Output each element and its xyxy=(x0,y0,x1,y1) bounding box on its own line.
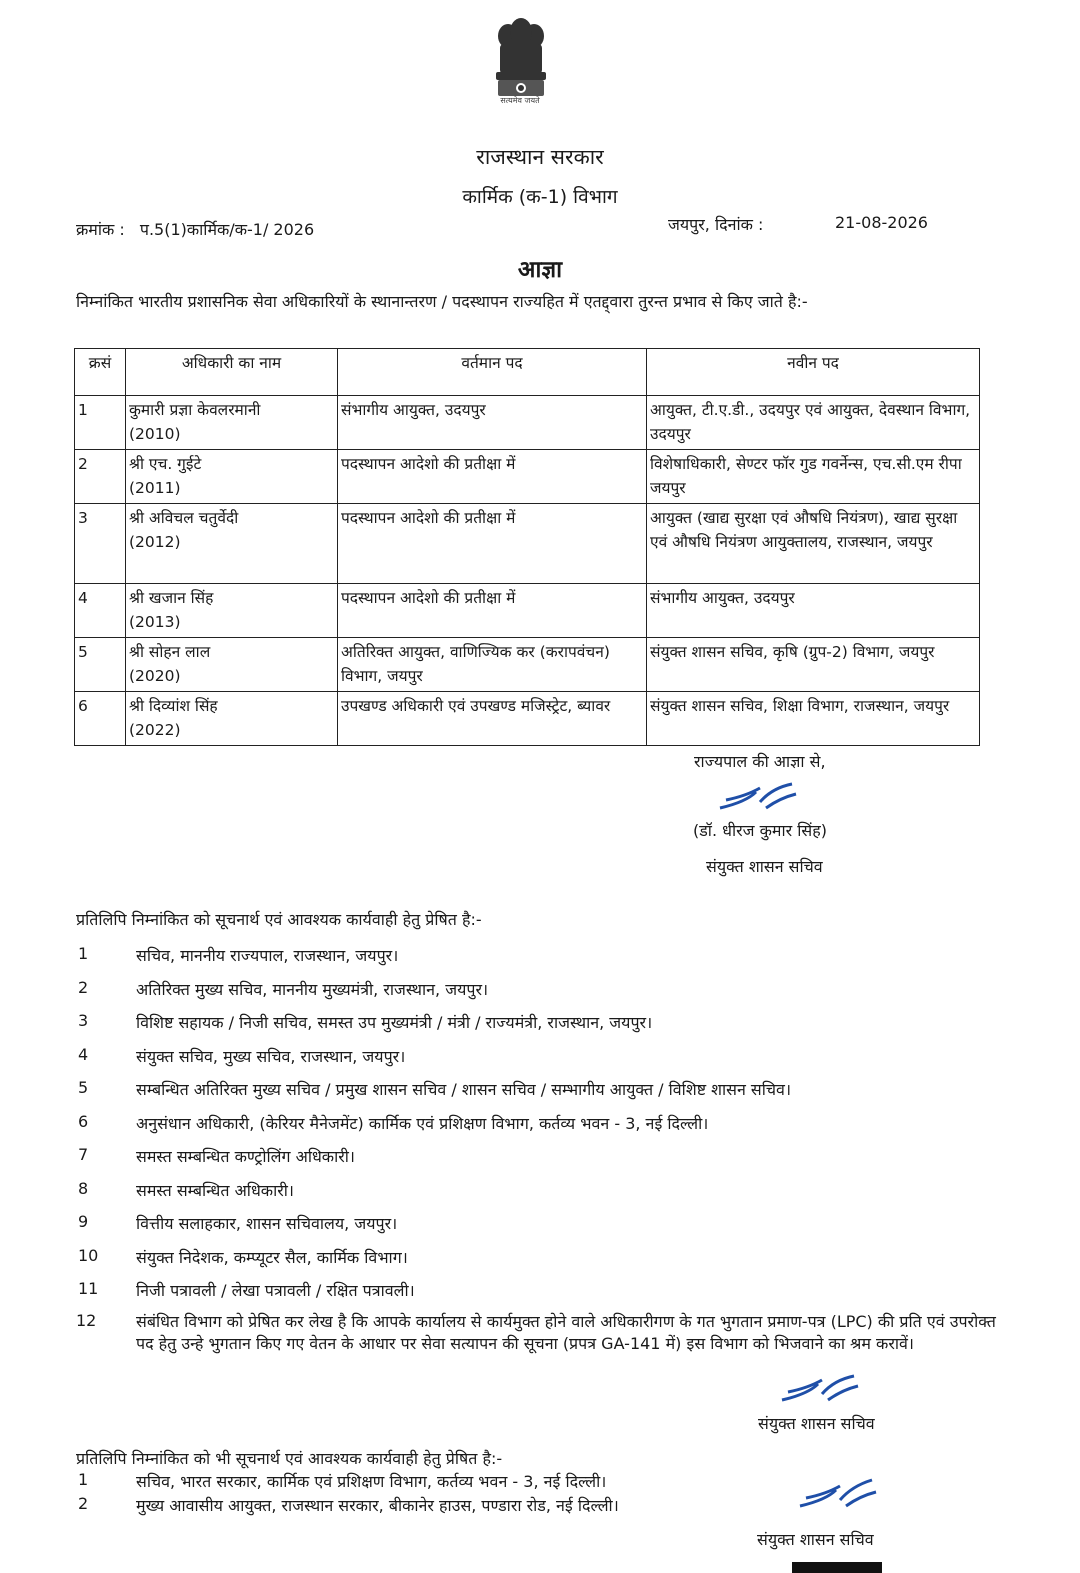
officer-batch-year: (2013) xyxy=(129,613,181,631)
signatory-designation: संयुक्त शासन सचिव xyxy=(706,857,823,876)
copy-item-text: निजी पत्रावली / लेखा पत्रावली / रक्षित पत्रावली। xyxy=(136,1281,415,1300)
officer-name: श्री दिव्यांश सिंह xyxy=(129,697,218,715)
date-label: जयपुर, दिनांक : xyxy=(668,215,764,234)
copy-item-number: 10 xyxy=(78,1245,99,1265)
copy-item-number: 3 xyxy=(78,1011,89,1030)
officer-name-cell xyxy=(126,584,338,638)
copy-item xyxy=(78,944,1038,968)
copy-item-text: वित्तीय सलाहकार, शासन सचिवालय, जयपुर। xyxy=(136,1214,398,1233)
copy-item-text: समस्त सम्बन्धित कण्ट्रोलिंग अधिकारी। xyxy=(136,1147,355,1166)
officer-name-cell xyxy=(126,692,338,746)
serial-cell: 6 xyxy=(75,692,126,746)
copy-item-text: अतिरिक्त मुख्य सचिव, माननीय मुख्यमंत्री, राजस्थान, जयपुर। xyxy=(136,979,489,999)
copy-item-number: 2 xyxy=(78,1494,89,1513)
date-value: 21-08-2026 xyxy=(835,213,928,232)
officer-batch-year: (2011) xyxy=(129,479,181,497)
current-post-cell: पदस्थापन आदेशो की प्रतीक्षा में xyxy=(338,504,647,584)
copy-heading-2: प्रतिलिपि निम्नांकित को भी सूचनार्थ एवं आवश्यक कार्यवाही हेतु प्रेषित है:- xyxy=(76,1449,503,1468)
table-row xyxy=(75,504,980,584)
new-post-cell: संयुक्त शासन सचिव, शिक्षा विभाग, राजस्थान, जयपुर xyxy=(647,692,980,746)
column-header: वर्तमान पद xyxy=(338,349,647,396)
transfer-table xyxy=(74,348,980,746)
copy-item xyxy=(78,1246,1038,1270)
officer-name-cell xyxy=(126,396,338,450)
officer-name: श्री एच. गुईटे xyxy=(129,455,202,473)
copy-item xyxy=(78,1494,1038,1518)
serial-cell: 3 xyxy=(75,504,126,584)
government-title: राजस्थान सरकार xyxy=(476,145,604,169)
table-row xyxy=(75,692,980,746)
current-post-cell: अतिरिक्त आयुक्त, वाणिज्यिक कर (करापवंचन) विभाग, जयपुर xyxy=(338,638,647,692)
reference-line xyxy=(76,218,314,240)
new-post-cell: आयुक्त (खाद्य सुरक्षा एवं औषधि नियंत्रण), खाद्य सुरक्षा एवं औषधि नियंत्रण आयुक्तालय, राजस्थान, जयपुर xyxy=(647,504,980,584)
copy-item-number: 9 xyxy=(78,1212,89,1231)
copy-item-number: 8 xyxy=(78,1178,89,1198)
current-post-cell: पदस्थापन आदेशो की प्रतीक्षा में xyxy=(338,450,647,504)
emblem-motto: सत्यमेव जयते xyxy=(500,96,540,105)
serial-cell: 4 xyxy=(75,584,126,638)
column-header: नवीन पद xyxy=(647,349,980,396)
serial-cell: 5 xyxy=(75,638,126,692)
officer-batch-year: (2022) xyxy=(129,721,181,739)
copy-item xyxy=(78,1179,1038,1203)
copy-item-number: 5 xyxy=(78,1078,89,1097)
serial-cell: 2 xyxy=(75,450,126,504)
order-title: आज्ञा xyxy=(517,257,563,283)
copy-item xyxy=(78,978,1038,1002)
copy-item-text: सचिव, भारत सरकार, कार्मिक एवं प्रशिक्षण विभाग, कर्तव्य भवन - 3, नई दिल्ली। xyxy=(136,1472,607,1491)
table-row xyxy=(75,450,980,504)
copy-item xyxy=(78,1011,1038,1035)
copy-item-text: मुख्य आवासीय आयुक्त, राजस्थान सरकार, बीकानेर हाउस, पण्डारा रोड, नई दिल्ली। xyxy=(136,1496,619,1515)
copy-item-number: 1 xyxy=(78,1470,89,1489)
copy-item-text: सम्बन्धित अतिरिक्त मुख्य सचिव / प्रमुख शासन सचिव / शासन सचिव / सम्भागीय आयुक्त / विशिष्ट शासन सचिव। xyxy=(136,1080,792,1099)
copy-item-number: 11 xyxy=(78,1279,99,1298)
copy-item-12 xyxy=(76,1311,996,1355)
copy-item xyxy=(78,1470,1038,1494)
table-row xyxy=(75,638,980,692)
new-post-cell: संभागीय आयुक्त, उदयपुर xyxy=(647,584,980,638)
table-header-row xyxy=(75,349,980,396)
officer-name-cell xyxy=(126,504,338,584)
officer-name-cell xyxy=(126,638,338,692)
copy-item xyxy=(78,1212,1038,1236)
copy-item-number: 4 xyxy=(78,1044,89,1064)
signature-icon xyxy=(796,1474,880,1512)
copy-item xyxy=(78,1045,1038,1069)
table-row xyxy=(75,584,980,638)
copy-item-number: 2 xyxy=(78,977,89,997)
scan-edge-bar xyxy=(792,1562,882,1573)
officer-name-cell xyxy=(126,450,338,504)
reference-label: क्रमांक : xyxy=(76,220,125,239)
column-header: अधिकारी का नाम xyxy=(126,349,338,396)
reference-number: प.5(1)कार्मिक/क-1/ 2026 xyxy=(139,220,315,239)
officer-batch-year: (2020) xyxy=(129,667,181,685)
copy-item-text: समस्त सम्बन्धित अधिकारी। xyxy=(136,1180,294,1200)
column-header: क्रसं xyxy=(75,349,126,396)
signatory-designation: संयुक्त शासन सचिव xyxy=(757,1530,874,1549)
copy-item-text: अनुसंधान अधिकारी, (केरियर मैनेजमेंट) कार्मिक एवं प्रशिक्षण विभाग, कर्तव्य भवन - 3, नई दिल्ली। xyxy=(136,1113,709,1133)
officer-batch-year: (2012) xyxy=(129,533,181,551)
current-post-cell: संभागीय आयुक्त, उदयपुर xyxy=(338,396,647,450)
serial-cell: 1 xyxy=(75,396,126,450)
copy-heading: प्रतिलिपि निम्नांकित को सूचनार्थ एवं आवश्यक कार्यवाही हेतु प्रेषित है:- xyxy=(76,910,482,929)
officer-name: श्री अविचल चतुर्वेदी xyxy=(129,509,239,527)
order-intro: निम्नांकित भारतीय प्रशासनिक सेवा अधिकारियों के स्थानान्तरण / पदस्थापन राज्यहित में एतद्द्वारा तुरन्त प्रभाव से किए जाते है:- xyxy=(76,292,808,311)
officer-batch-year: (2010) xyxy=(129,425,181,443)
signature-icon xyxy=(716,778,800,814)
copy-item xyxy=(78,1279,1038,1303)
officer-name: कुमारी प्रज्ञा केवलरमानी xyxy=(129,401,261,419)
officer-name: श्री खजान सिंह xyxy=(129,589,214,607)
copy-item-number: 1 xyxy=(78,944,89,963)
table-row xyxy=(75,396,980,450)
copy-item-text: संयुक्त सचिव, मुख्य सचिव, राजस्थान, जयपुर। xyxy=(136,1046,406,1066)
copy-item-text: सचिव, माननीय राज्यपाल, राजस्थान, जयपुर। xyxy=(136,946,399,965)
copy-item xyxy=(78,1145,1038,1169)
department-title: कार्मिक (क-1) विभाग xyxy=(462,186,618,208)
governor-authority: राज्यपाल की आज्ञा से, xyxy=(694,752,826,771)
signatory-name: (डॉ. धीरज कुमार सिंह) xyxy=(693,821,827,840)
copy-item-number: 7 xyxy=(78,1145,89,1164)
copy-item xyxy=(78,1078,1038,1102)
copy-item-text: विशिष्ट सहायक / निजी सचिव, समस्त उप मुख्यमंत्री / मंत्री / राज्यमंत्री, राजस्थान, जयपुर। xyxy=(136,1013,653,1032)
copy-item-text: संयुक्त निदेशक, कम्प्यूटर सैल, कार्मिक विभाग। xyxy=(136,1247,408,1267)
current-post-cell: उपखण्ड अधिकारी एवं उपखण्ड मजिस्ट्रेट, ब्यावर xyxy=(338,692,647,746)
copy-item-number: 6 xyxy=(78,1111,89,1131)
officer-name: श्री सोहन लाल xyxy=(129,643,211,661)
new-post-cell: विशेषाधिकारी, सेण्टर फॉर गुड गवर्नेन्स, एच.सी.एम रीपा जयपुर xyxy=(647,450,980,504)
signatory-designation: संयुक्त शासन सचिव xyxy=(758,1414,875,1433)
current-post-cell: पदस्थापन आदेशो की प्रतीक्षा में xyxy=(338,584,647,638)
copy-item xyxy=(78,1112,1038,1136)
new-post-cell: आयुक्त, टी.ए.डी., उदयपुर एवं आयुक्त, देवस्थान विभाग, उदयपुर xyxy=(647,396,980,450)
copy-item-number: 12 xyxy=(76,1311,97,1330)
new-post-cell: संयुक्त शासन सचिव, कृषि (ग्रुप-2) विभाग, जयपुर xyxy=(647,638,980,692)
copy-item-text: संबंधित विभाग को प्रेषित कर लेख है कि आपके कार्यालय से कार्यमुक्त होने वाले अधिकारीगण के गत भुगतान प्रमाण-पत्र (LPC) की प्रति एवं उपरोक्त पद हेतु उन्हे भुगतान किए गए वेतन के आधार पर सेवा सत्यापन की सूचना (प्रपत्र GA-141 में) इस विभाग को भिजवाने का श्रम करावें। xyxy=(136,1312,996,1353)
signature-icon xyxy=(778,1370,862,1406)
